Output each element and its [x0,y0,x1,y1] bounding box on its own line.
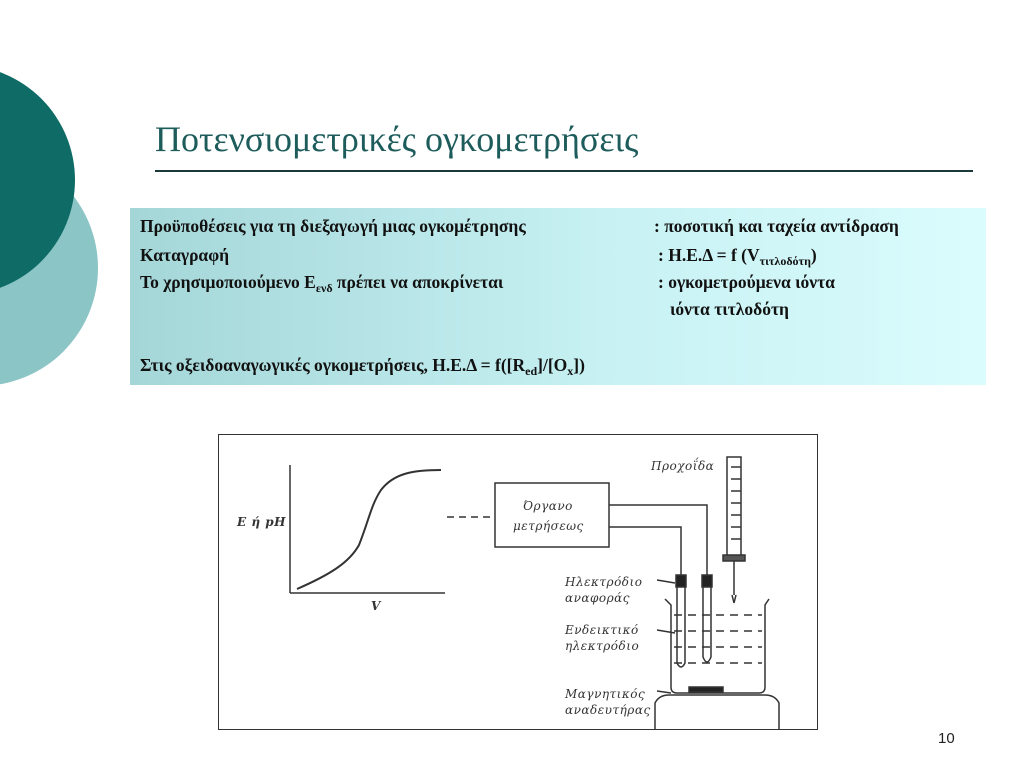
decorative-circles [0,0,110,400]
title-underline [155,170,973,172]
x-axis-label: V [371,599,381,613]
indicator-electrode [703,587,711,662]
stirrer-label-1: Μαγνητικός [565,687,646,701]
redox-statement: Στις οξειδοαναγωγικές ογκομετρήσεις, $H.E.\Delta = f([R_{ed}]/[O_x])$ [140,355,585,378]
apparatus-drawing [219,435,817,729]
magnetic-stirrer [655,695,779,729]
indicator-electrode-cap [702,575,712,587]
indicator-electrode-label-2: ηλεκτρόδιο [565,639,640,653]
instrument-box [495,483,609,547]
wire-lower [609,527,681,575]
titration-apparatus-figure [218,434,818,730]
recording-label: Καταγραφή [140,245,230,265]
instrument-label-1: Όργανο [523,499,573,513]
indicator-electrode-label-1: Ενδεικτικό [565,623,639,637]
reference-electrode-label-1: Ηλεκτρόδιο [565,575,643,589]
info-box [130,208,986,385]
reference-electrode-cap [676,575,686,587]
stir-bar [689,687,723,692]
beaker [665,599,769,693]
reference-electrode [677,587,685,667]
recording-value: : Η.Ε.Δ = f $(V_{\tau\iota\tau\lambda o\delta ό\tau\eta})$ [658,245,817,268]
burette-label: Προχοΐδα [651,459,715,473]
titration-curve [297,470,441,589]
stirrer-label-2: αναδευτήρας [565,703,651,717]
burette-tube [727,457,741,557]
reference-electrode-label-2: αναφοράς [565,591,631,605]
indicator-value-1: : ογκομετρούμενα ιόντα [658,272,835,292]
indicator-value-2: ιόντα τιτλοδότη [670,299,789,319]
indicator-label: Το χρησιμοποιούμενο $E_{\varepsilon\nu\delta}$ πρέπει να αποκρίνεται [140,272,504,295]
prereq-value: : ποσοτική και ταχεία αντίδραση [654,216,899,236]
page-number: 10 [938,730,955,747]
prereq-label: Προϋποθέσεις για τη διεξαγωγή μιας ογκομέτρησης [140,216,526,236]
y-axis-label: E ή pH [237,515,286,529]
slide-title: Ποτενσιομετρικές ογκομετρήσεις [155,119,639,159]
wire-upper [609,505,707,575]
instrument-label-2: μετρήσεως [513,519,584,533]
burette-stopcock [723,555,745,561]
